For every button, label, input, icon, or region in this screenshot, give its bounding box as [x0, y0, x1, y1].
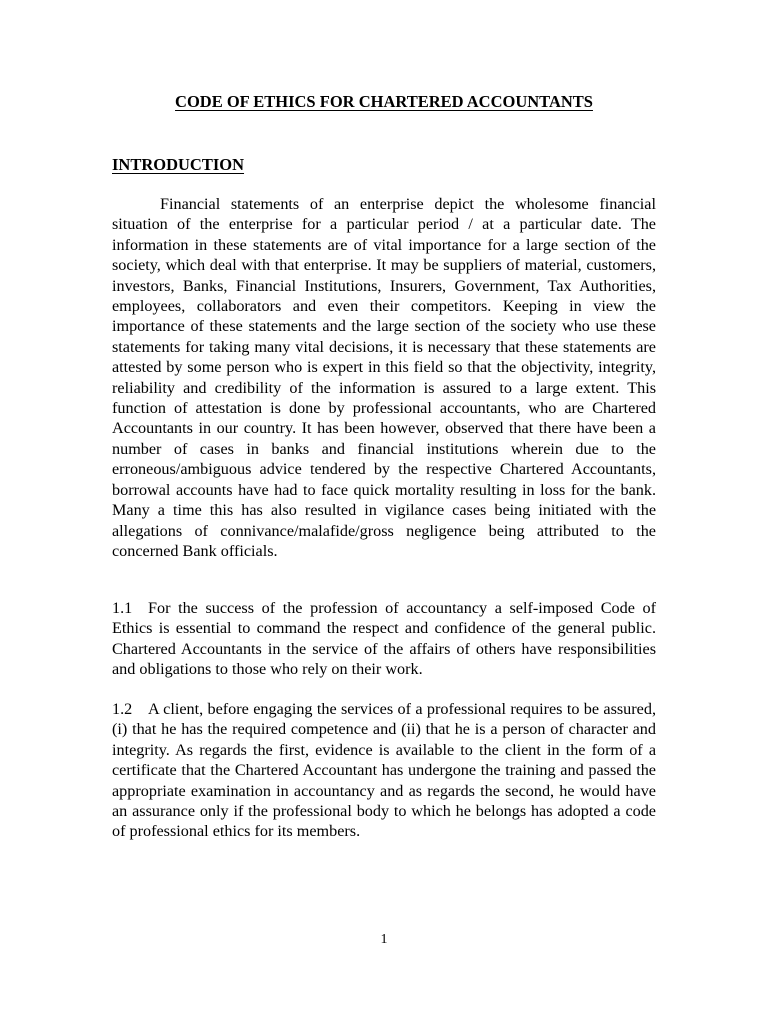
section-paragraph — [112, 699, 656, 842]
page-number: 1 — [380, 932, 388, 947]
section-text: A client, before engaging the services of a professional requires to be assured, (i) that he has the required competence and (ii) that he is a person of character and integrity. As regards the first, evidence is available to the client in the form of a certificate that the Chartered Accountant has undergone the training and passed the appropriate examination in accountancy and as regards the second, he would have an assurance only if the professional body to which he belongs has adopted a code of professional ethics for its members. — [112, 700, 656, 841]
document-title — [112, 91, 656, 113]
section-number: 1.2 — [112, 700, 133, 718]
section-number: 1.1 — [112, 599, 133, 617]
document-page — [112, 0, 656, 1024]
document-title-text: CODE OF ETHICS FOR CHARTERED ACCOUNTANTS — [175, 92, 593, 111]
section-text: For the success of the profession of accountancy a self-imposed Code of Ethics is essential to command the respect and confidence of the general public. Chartered Accountants in the service of the affairs of others have responsibilities and obligations to those who rely on their work. — [112, 599, 656, 679]
intro-paragraph: Financial statements of an enterprise depict the wholesome financial situation of the enterprise for a particular period / at a particular date. The information in these statements are of vital importance for a large section of the society, which deal with that enterprise. It may be suppliers of material, customers, investors, Banks, Financial Institutions, Insurers, Government, Tax Authorities, employees, collaborators and even their competitors. Keeping in view the importance of these statements and the large section of the society who use these statements for taking many vital decisions, it is necessary that these statements are attested by some person who is expert in this field so that the objectivity, integrity, reliability and credibility of the information is assured to a large extent. This function of attestation is done by professional accountants, who are Chartered Accountants in our country. It has been however, observed that there have been a number of cases in banks and financial institutions wherein due to the erroneous/ambiguous advice tendered by the respective Chartered Accountants, borrowal accounts have had to face quick mortality resulting in loss for the bank. Many a time this has also resulted in vigilance cases being initiated with the allegations of connivance/malafide/gross negligence being attributed to the concerned Bank officials. — [112, 195, 656, 560]
section-paragraph — [112, 598, 656, 680]
section-heading-introduction: INTRODUCTION — [112, 155, 245, 174]
